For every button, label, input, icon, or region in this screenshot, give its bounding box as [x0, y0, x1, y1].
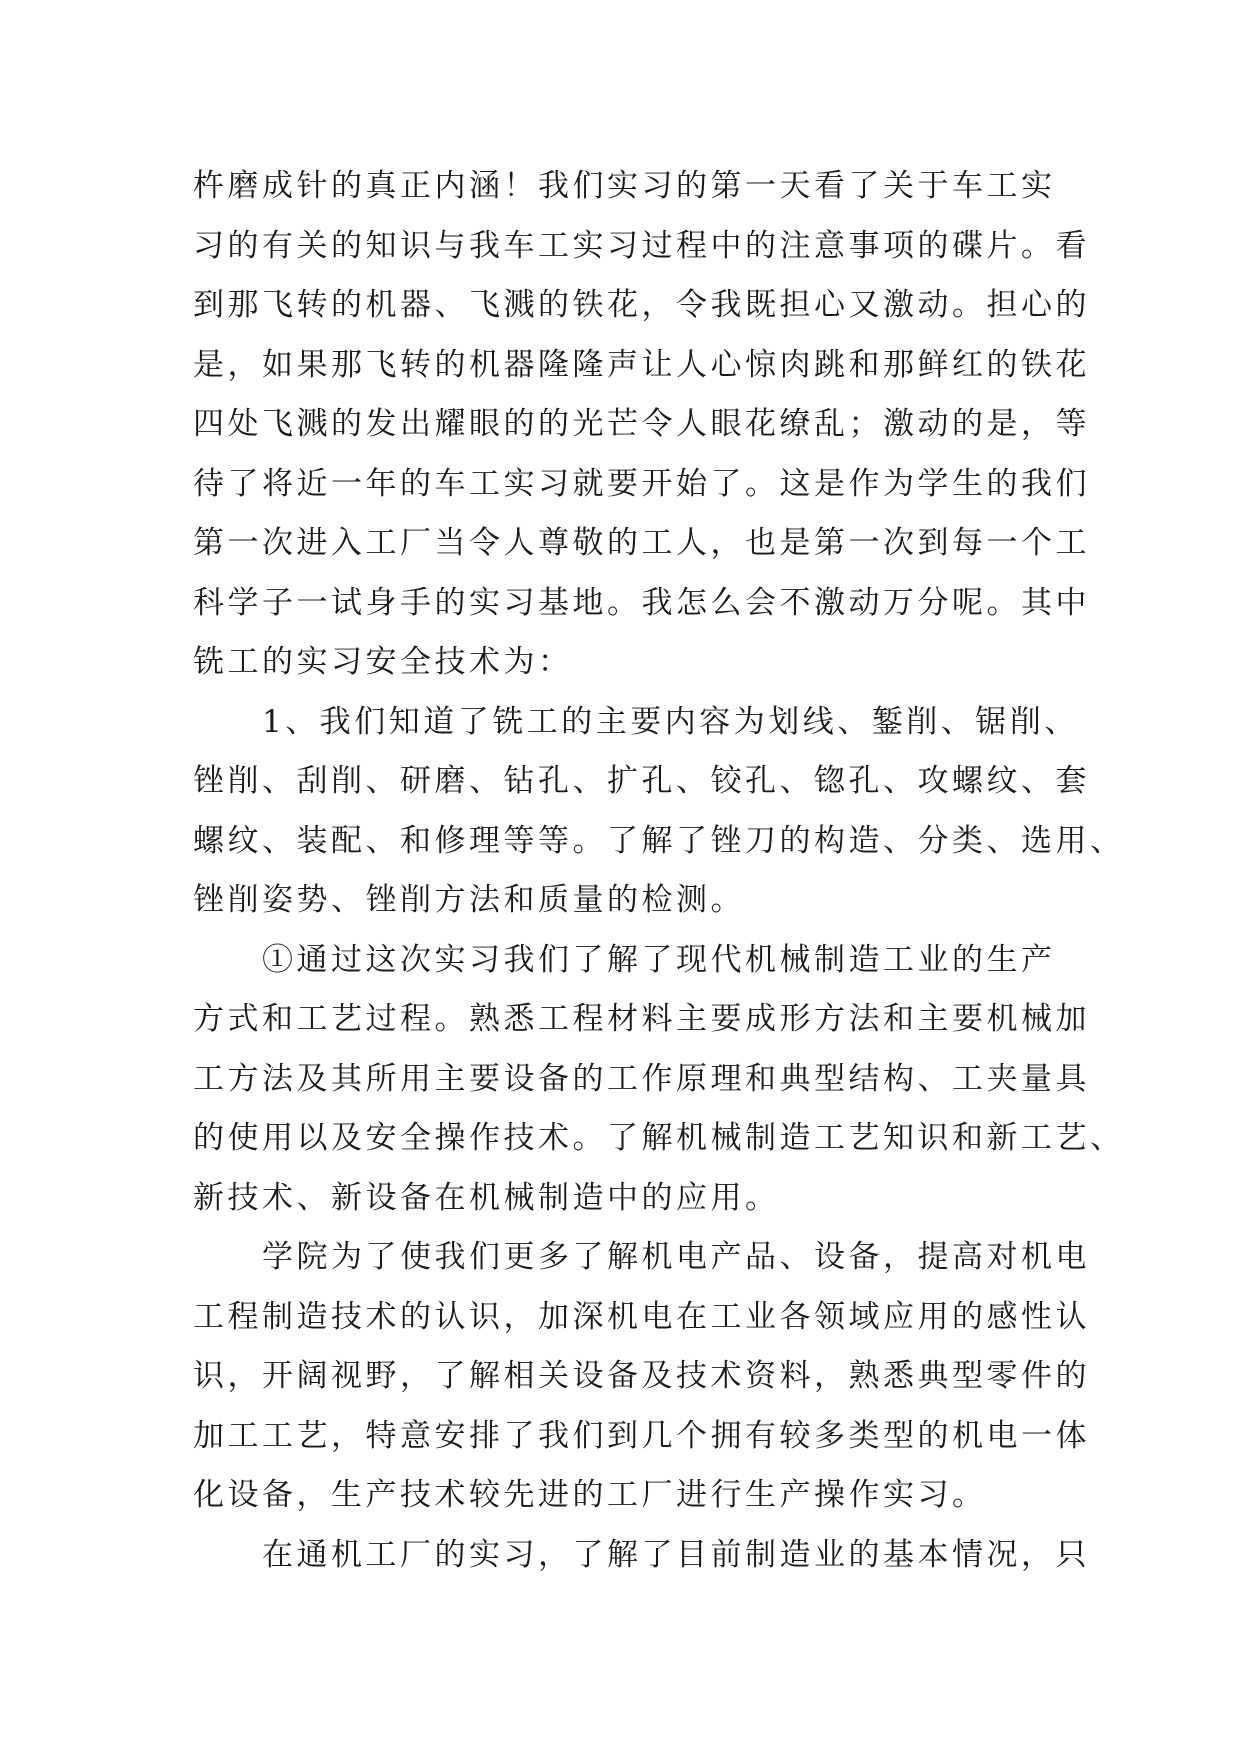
text-line: 方式和工艺过程。熟悉工程材料主要成形方法和主要机械加	[193, 1001, 1090, 1037]
text-line: 到那飞转的机器、飞溅的铁花，令我既担心又激动。担心的	[193, 287, 1090, 323]
text-line: 习的有关的知识与我车工实习过程中的注意事项的碟片。看	[193, 227, 1090, 264]
text-line: 第一次进入工厂当令人尊敬的工人，也是第一次到每一个工	[193, 525, 1090, 561]
text-line: 1、我们知道了铣工的主要内容为划线、錾削、锯削、	[193, 703, 1079, 740]
text-line: 锉削、刮削、研磨、钻孔、扩孔、铰孔、锪孔、攻螺纹、套	[193, 763, 1090, 799]
text-line: 学院为了使我们更多了解机电产品、设备，提高对机电	[193, 1239, 1090, 1275]
text-line: ①通过这次实习我们了解了现代机械制造工业的生产	[193, 941, 1056, 978]
text-line: 的使用以及安全操作技术。了解机械制造工艺知识和新工艺、	[193, 1120, 1125, 1156]
text-line: 是，如果那飞转的机器隆隆声让人心惊肉跳和那鲜红的铁花	[193, 346, 1090, 383]
text-line: 在通机工厂的实习，了解了目前制造业的基本情况，只	[193, 1536, 1090, 1573]
text-line: 杵磨成针的真正内涵！我们实习的第一天看了关于车工实	[193, 168, 1056, 204]
text-line: 工程制造技术的认识，加深机电在工业各领域应用的感性认	[193, 1298, 1090, 1335]
text-line: 识，开阔视野，了解相关设备及技术资料，熟悉典型零件的	[193, 1358, 1090, 1394]
text-line: 铣工的实习安全技术为：	[193, 644, 573, 680]
text-line: 化设备，生产技术较先进的工厂进行生产操作实习。	[193, 1477, 987, 1513]
text-line: 加工工艺，特意安排了我们到几个拥有较多类型的机电一体	[193, 1417, 1090, 1454]
body-text	[193, 157, 1125, 1585]
text-line: 螺纹、装配、和修理等等。了解了锉刀的构造、分类、选用、	[193, 822, 1125, 859]
text-line: 科学子一试身手的实习基地。我怎么会不激动万分呢。其中	[193, 584, 1090, 621]
text-line: 待了将近一年的车工实习就要开始了。这是作为学生的我们	[193, 465, 1090, 502]
text-line: 四处飞溅的发出耀眼的的光芒令人眼花缭乱；激动的是，等	[193, 406, 1090, 442]
text-line: 工方法及其所用主要设备的工作原理和典型结构、工夹量具	[193, 1060, 1090, 1097]
text-line: 新技术、新设备在机械制造中的应用。	[193, 1179, 780, 1216]
text-line: 锉削姿势、锉削方法和质量的检测。	[193, 882, 745, 918]
